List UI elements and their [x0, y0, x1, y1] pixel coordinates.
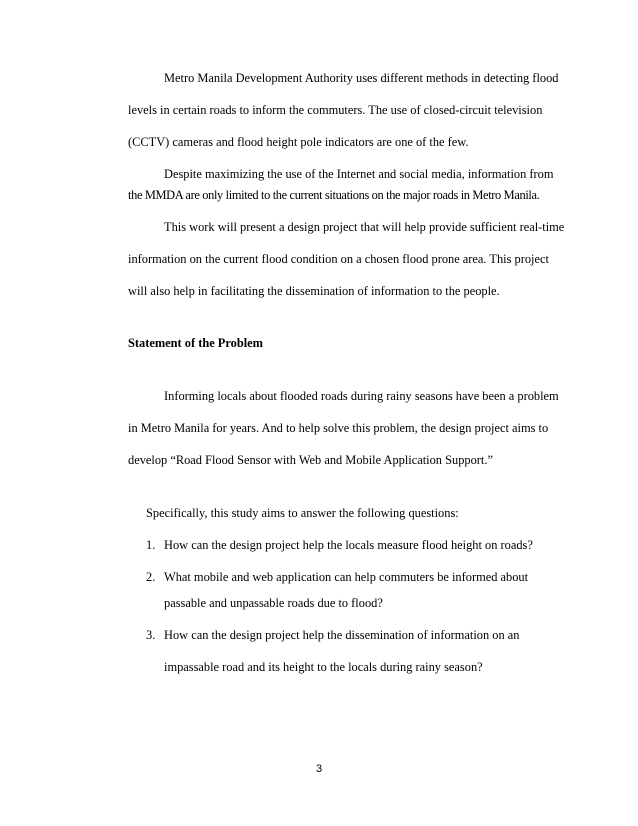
list-item-text: passable and unpassable roads due to flood?	[164, 596, 383, 610]
section-heading: Statement of the Problem	[128, 336, 264, 350]
paragraph-line: will also help in facilitating the dissemination of information to the people.	[128, 284, 500, 298]
paragraph-line: This work will present a design project that will help provide sufficient real-time	[164, 220, 565, 234]
list-number: 1.	[146, 538, 156, 552]
list-item-text: What mobile and web application can help commuters be informed about	[164, 570, 529, 584]
list-item-text: How can the design project help the dissemination of information on an	[164, 628, 520, 642]
paragraph-line: information on the current flood condition on a chosen flood prone area. This project	[128, 252, 549, 266]
paragraph-line: Despite maximizing the use of the Internet and social media, information from	[164, 167, 554, 181]
page-number: 3	[315, 763, 323, 775]
paragraph-line: Metro Manila Development Authority uses different methods in detecting flood	[164, 71, 559, 85]
list-item-text: How can the design project help the locals measure flood height on roads?	[164, 538, 533, 552]
paragraph-line: levels in certain roads to inform the commuters. The use of closed-circuit television	[128, 103, 543, 117]
list-item-text: impassable road and its height to the locals during rainy season?	[164, 660, 483, 674]
list-number: 2.	[146, 570, 156, 584]
paragraph-line: develop “Road Flood Sensor with Web and Mobile Application Support.”	[128, 453, 493, 467]
paragraph-line: in Metro Manila for years. And to help solve this problem, the design project aims to	[128, 421, 549, 435]
paragraph-line: the MMDA are only limited to the current situations on the major roads in Metro Manila.	[128, 188, 540, 202]
paragraph-line: Informing locals about flooded roads during rainy seasons have been a problem	[164, 389, 559, 403]
paragraph-line: (CCTV) cameras and flood height pole indicators are one of the few.	[128, 135, 469, 149]
list-intro: Specifically, this study aims to answer the following questions:	[146, 506, 459, 520]
list-number: 3.	[146, 628, 156, 642]
